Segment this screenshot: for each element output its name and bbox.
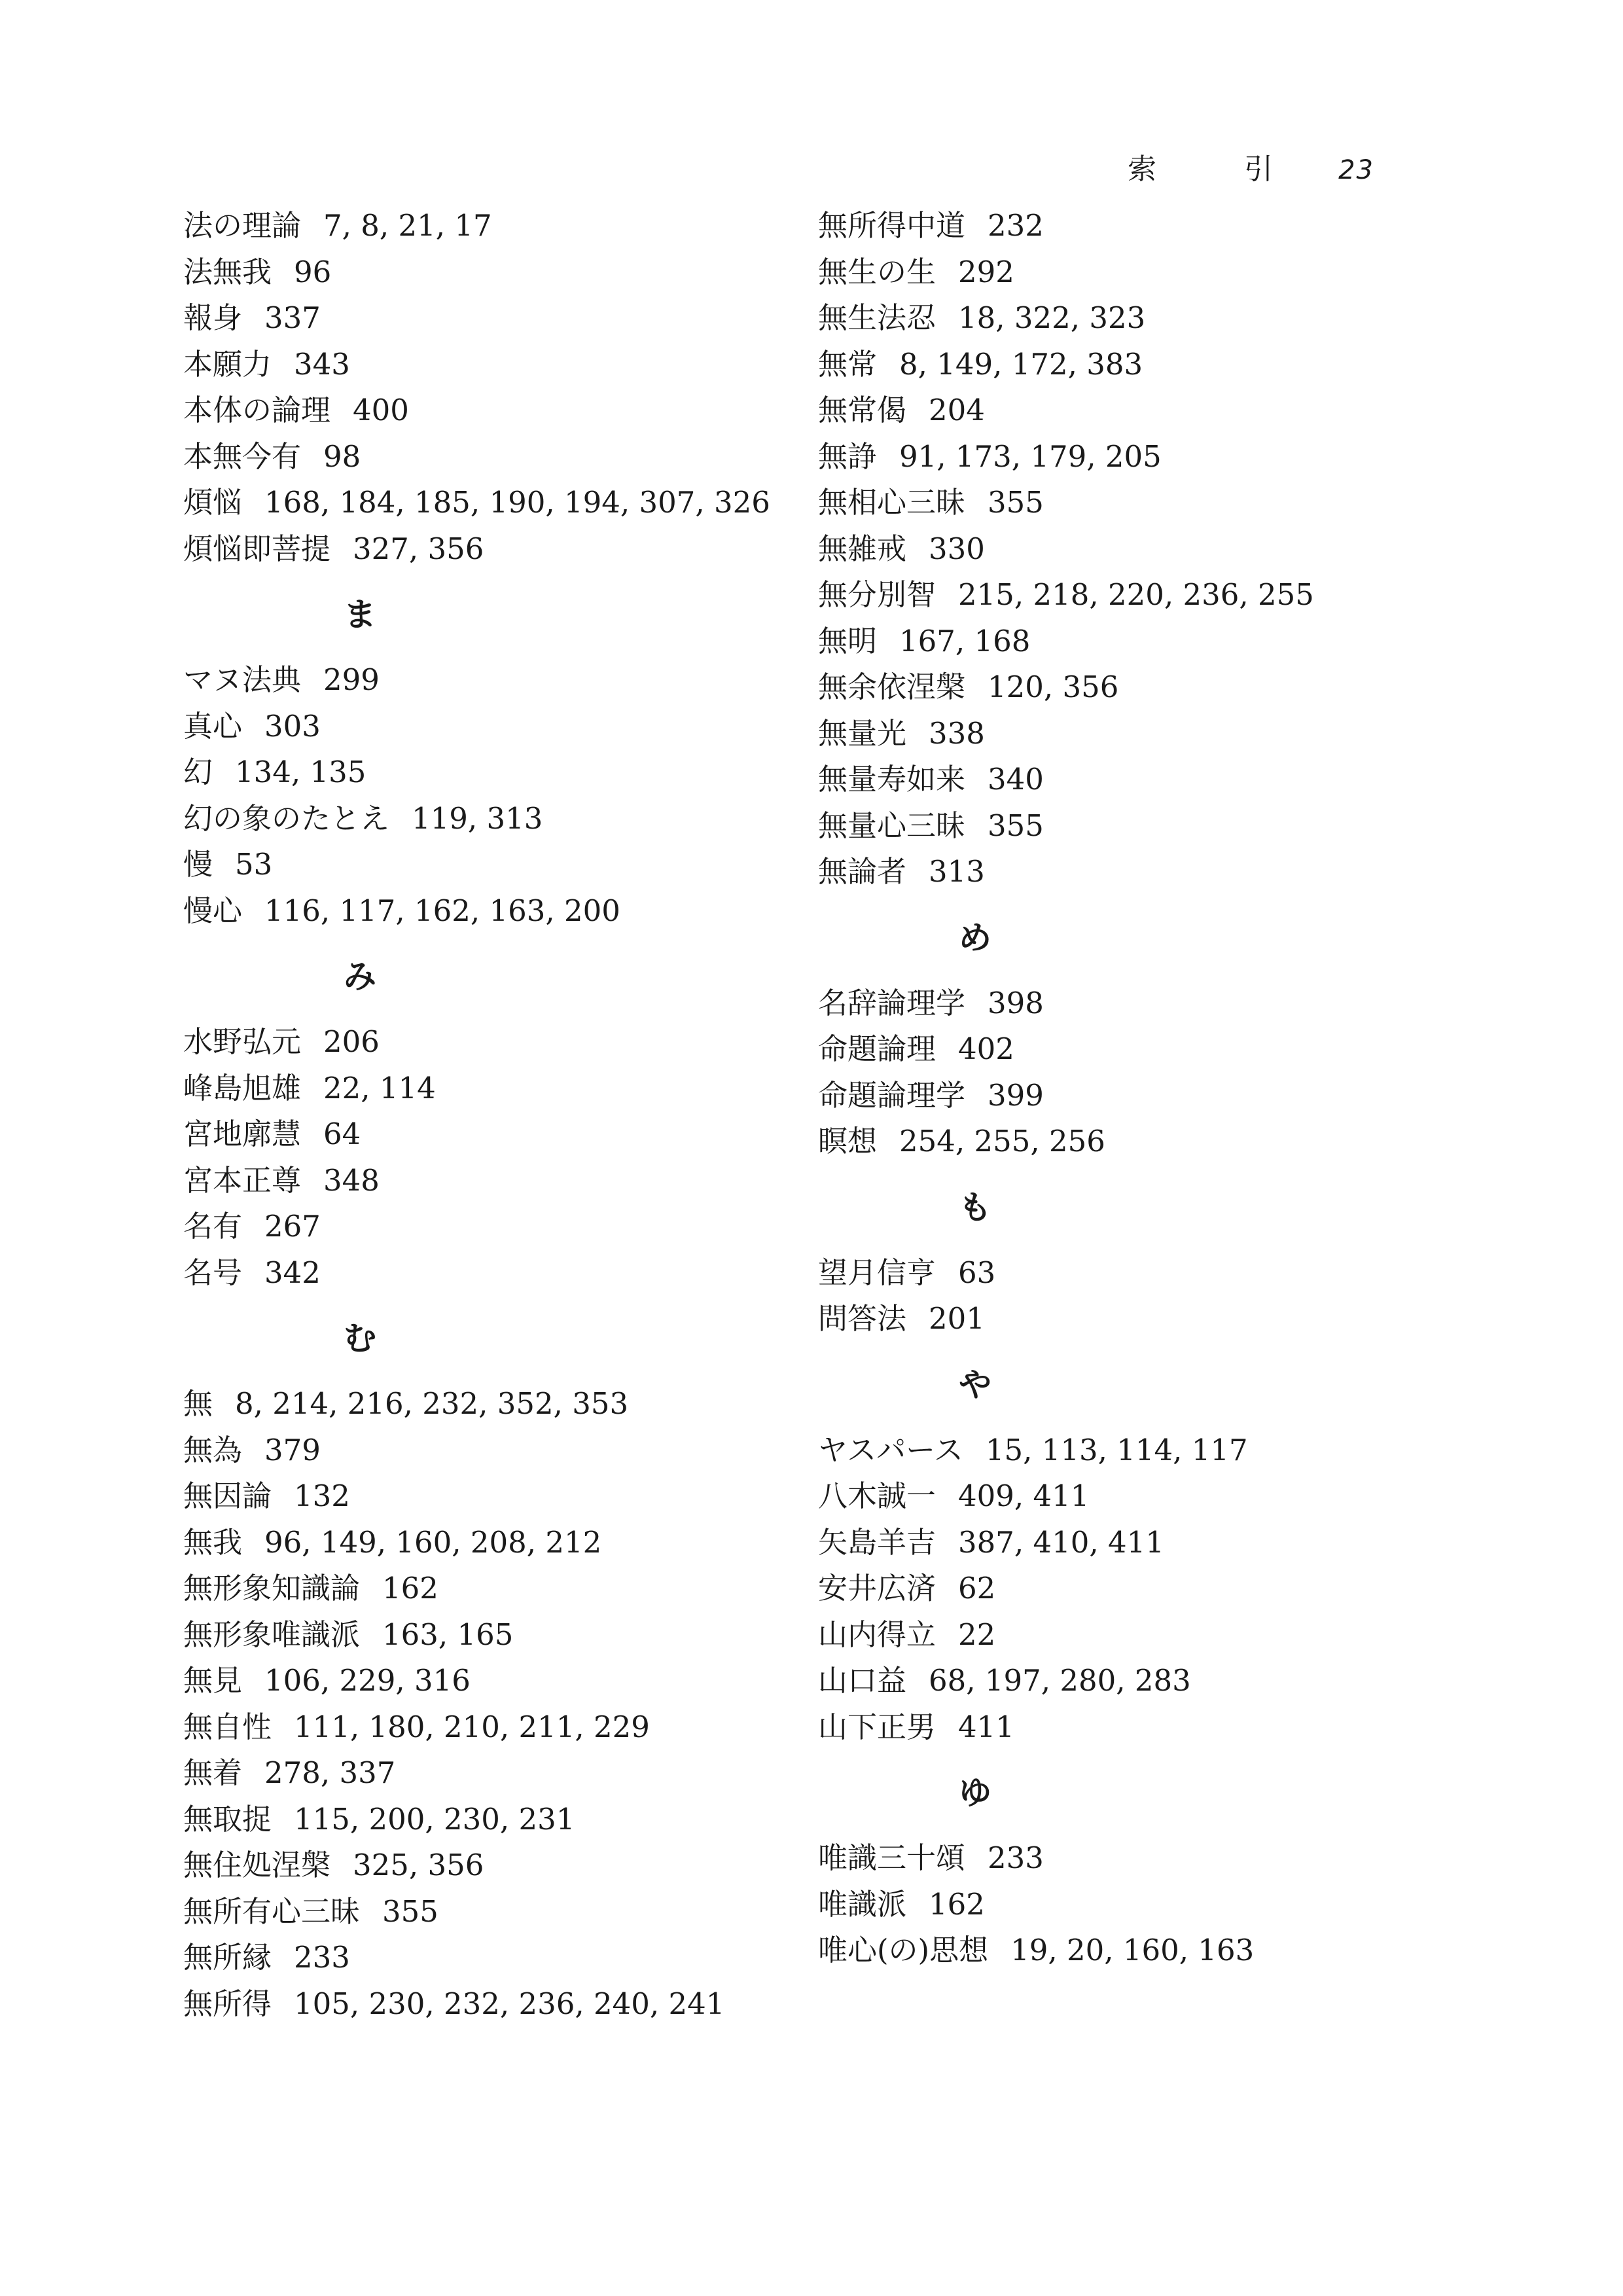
index-entry [183,1473,772,1520]
index-page-refs: 337 [264,300,321,335]
index-entry [183,249,772,296]
index-entry [183,1250,772,1297]
index-term: 無量寿如来 [818,762,966,797]
index-term: 無所得中道 [818,208,966,243]
index-page-refs: 409, 411 [958,1479,1090,1513]
index-page-refs: 267 [264,1209,321,1244]
index-page-refs: 348 [323,1162,380,1198]
index-term: 命題論理 [818,1031,936,1066]
index-term: 真心 [183,708,243,744]
index-entry [183,1612,772,1659]
index-term: 命題論理学 [818,1077,966,1113]
index-term: 慢心 [183,893,243,928]
index-term: 本体の論理 [183,393,331,427]
index-entry [183,704,772,750]
index-entry [818,803,1407,850]
index-page-refs: 19, 20, 160, 163 [1010,1933,1255,1967]
index-entry [818,757,1407,803]
index-entry [183,1704,772,1751]
index-entry [183,1750,772,1797]
index-entry [818,203,1407,249]
index-entry [818,249,1407,296]
index-page-refs: 278, 337 [264,1755,396,1790]
index-term: 法の理論 [183,208,302,243]
index-entry [818,1473,1407,1520]
index-entry [818,711,1407,757]
index-term: 山口益 [818,1663,907,1698]
index-page-refs: 254, 255, 256 [899,1124,1105,1158]
index-term: 瞑想 [818,1124,878,1158]
index-page-refs: 53 [235,847,273,882]
index-page-refs: 201 [929,1301,985,1336]
index-entry [183,1019,772,1066]
index-term: 無取捉 [183,1801,272,1837]
index-page-refs: 411 [958,1709,1014,1744]
index-entry [818,572,1407,619]
index-page-refs: 62 [958,1571,996,1605]
index-page-refs: 7, 8, 21, 17 [323,208,492,243]
index-term: 無分別智 [818,577,936,612]
index-term: 水野弘元 [183,1024,302,1059]
index-term: 名辞論理学 [818,985,966,1020]
index-entry [183,295,772,342]
index-page-refs: 132 [294,1479,350,1513]
index-page-refs: 400 [353,393,409,427]
index-term: 唯識三十頌 [818,1840,966,1875]
index-entry [818,1296,1407,1342]
index-entry [183,842,772,888]
index-page-refs: 398 [988,985,1044,1020]
index-term: 無所縁 [183,1940,272,1975]
index-page-refs: 96 [294,254,332,289]
index-entry [183,888,772,935]
index-term: 望月信亨 [818,1255,936,1290]
index-page-refs: 162 [382,1571,438,1605]
index-term: マヌ法典 [183,662,302,697]
index-column-left [183,203,772,2027]
index-term: 無自性 [183,1709,272,1744]
index-page-refs: 330 [929,531,985,566]
index-term: 矢島羊吉 [818,1524,936,1560]
index-column-right [818,203,1407,1974]
index-entry [818,1427,1407,1474]
index-page-refs: 232 [988,208,1044,243]
index-page-refs: 340 [988,762,1044,797]
index-section-heading: む [344,1319,376,1357]
index-entry [183,342,772,388]
index-page-refs: 134, 135 [235,755,366,789]
index-page-refs: 8, 149, 172, 383 [899,346,1143,382]
index-page-refs: 115, 200, 230, 231 [294,1801,575,1837]
index-term: 慢 [183,847,213,882]
index-entry [183,1842,772,1889]
index-page-refs: 355 [382,1893,438,1929]
index-term: 報身 [183,300,243,335]
index-term: 無住処涅槃 [183,1848,331,1882]
index-term: 無形象知識論 [183,1571,361,1605]
index-page-refs: 402 [958,1031,1014,1066]
index-term: 無雑戒 [818,531,907,566]
index-entry [183,1935,772,1981]
index-term: ヤスパース [818,1432,963,1467]
index-term: 無所有心三昧 [183,1893,361,1929]
index-section-heading: や [959,1365,991,1404]
index-entry [183,796,772,842]
index-term: 無所得 [183,1986,272,2021]
index-term: 無明 [818,623,878,658]
index-page-refs: 64 [323,1117,361,1151]
index-entry [183,749,772,796]
index-term: 無常偈 [818,393,907,427]
index-page-refs: 313 [929,854,985,889]
index-page-refs: 343 [294,346,350,382]
index-page-refs: 204 [929,393,985,427]
index-term: 峰島旭雄 [183,1070,302,1105]
index-entry [818,664,1407,711]
index-entry [183,1066,772,1112]
index-entry [183,1381,772,1427]
index-term: 八木誠一 [818,1479,936,1513]
index-entry [183,1981,772,2028]
running-head-title: 索 引 [1128,152,1313,186]
index-entry [818,1612,1407,1659]
index-entry [818,480,1407,526]
index-term: 無諍 [818,439,878,474]
index-entry [183,1658,772,1704]
index-term: 無論者 [818,854,907,889]
index-term: 無量光 [818,715,907,751]
index-term: 山下正男 [818,1709,936,1744]
index-entry [183,480,772,526]
index-entry [818,1250,1407,1297]
index-page-refs: 387, 410, 411 [958,1524,1164,1560]
index-term: 無為 [183,1432,243,1467]
index-entry [818,387,1407,434]
index-term: 無生の生 [818,254,936,289]
index-page-refs: 91, 173, 179, 205 [899,439,1162,474]
index-entry [818,1704,1407,1751]
index-section-heading: め [959,918,991,957]
index-page-refs: 167, 168 [899,623,1031,658]
index-term: 山内得立 [818,1617,936,1652]
index-page-refs: 8, 214, 216, 232, 352, 353 [235,1386,629,1421]
index-entry [818,526,1407,573]
index-term: 唯識派 [818,1886,907,1922]
index-term: 無量心三昧 [818,808,966,843]
index-page-refs: 111, 180, 210, 211, 229 [294,1709,650,1744]
index-page-refs: 119, 313 [412,800,543,836]
index-page-refs: 120, 356 [988,670,1119,704]
index-page-refs: 168, 184, 185, 190, 194, 307, 326 [264,485,770,520]
index-page-refs: 22, 114 [323,1070,436,1105]
index-term: 無因論 [183,1479,272,1513]
index-entry [818,1835,1407,1882]
index-term: 名有 [183,1209,243,1244]
index-page-refs: 215, 218, 220, 236, 255 [958,577,1314,612]
page-header [1128,145,1374,187]
index-entry [183,434,772,480]
index-entry [183,1889,772,1935]
index-term: 問答法 [818,1301,907,1336]
index-page-refs: 303 [264,708,321,744]
index-page-refs: 327, 356 [353,531,484,566]
index-term: 名号 [183,1255,243,1290]
index-page-refs: 116, 117, 162, 163, 200 [264,893,620,928]
index-section-heading: も [959,1187,991,1227]
index-term: 無 [183,1386,213,1421]
index-entry [818,295,1407,342]
index-page-refs: 206 [323,1024,380,1059]
index-entry [183,657,772,704]
index-page-refs: 163, 165 [382,1617,514,1652]
index-term: 幻の象のたとえ [183,800,390,836]
index-term: 幻 [183,755,213,789]
index-entry [183,1520,772,1566]
index-entry [818,434,1407,480]
index-term: 唯心(の)思想 [818,1933,989,1967]
index-entry [183,1797,772,1843]
index-page-refs: 233 [294,1940,350,1975]
index-term: 本願力 [183,346,272,382]
index-term: 無形象唯識派 [183,1617,361,1652]
index-entry [183,1158,772,1204]
index-page-refs: 399 [988,1077,1044,1113]
index-page-refs: 379 [264,1432,321,1467]
index-entry [183,1566,772,1612]
index-entry [818,1928,1407,1974]
index-entry [818,1073,1407,1119]
index-page-refs: 96, 149, 160, 208, 212 [264,1524,602,1560]
index-entry [183,1204,772,1250]
index-term: 煩悩 [183,485,243,520]
index-entry [818,1520,1407,1566]
index-page-refs: 98 [323,439,361,474]
index-page-refs: 342 [264,1255,321,1290]
page-number: 23 [1338,155,1374,185]
index-section-heading: み [344,957,376,996]
index-entry [818,342,1407,388]
index-term: 安井広済 [818,1571,936,1605]
index-term: 無生法忍 [818,300,936,335]
index-term: 法無我 [183,254,272,289]
index-term: 無見 [183,1663,243,1698]
index-page-refs: 105, 230, 232, 236, 240, 241 [294,1986,725,2021]
index-entry [183,1427,772,1474]
index-entry [183,526,772,573]
index-page-refs: 63 [958,1255,996,1290]
index-entry [183,203,772,249]
index-entry [183,387,772,434]
index-page-refs: 355 [988,485,1044,520]
index-entry [818,1882,1407,1928]
index-term: 本無今有 [183,439,302,474]
index-page-refs: 22 [958,1617,996,1652]
index-page-refs: 18, 322, 323 [958,300,1146,335]
index-entry [818,619,1407,665]
index-entry [818,1658,1407,1704]
index-term: 無常 [818,346,878,382]
index-page-refs: 325, 356 [353,1848,484,1882]
index-page-refs: 292 [958,254,1014,289]
index-page-refs: 338 [929,715,985,751]
index-term: 煩悩即菩提 [183,531,331,566]
index-page-refs: 15, 113, 114, 117 [985,1432,1248,1467]
index-entry [818,1566,1407,1612]
index-entry [818,980,1407,1027]
index-term: 無相心三昧 [818,485,966,520]
index-term: 無我 [183,1524,243,1560]
index-term: 宮本正尊 [183,1162,302,1198]
index-term: 無余依涅槃 [818,670,966,704]
index-page-refs: 106, 229, 316 [264,1663,471,1698]
index-section-heading: ゆ [959,1773,991,1812]
index-page-refs: 233 [988,1840,1044,1875]
index-page-refs: 355 [988,808,1044,843]
index-page-refs: 299 [323,662,380,697]
index-page-refs: 162 [929,1886,985,1922]
index-entry [818,1026,1407,1073]
index-entry [818,849,1407,895]
index-term: 無着 [183,1755,243,1790]
index-page-refs: 68, 197, 280, 283 [929,1663,1191,1698]
index-entry [183,1111,772,1158]
index-section-heading: ま [344,595,376,634]
index-entry [818,1119,1407,1165]
index-term: 宮地廓慧 [183,1117,302,1151]
